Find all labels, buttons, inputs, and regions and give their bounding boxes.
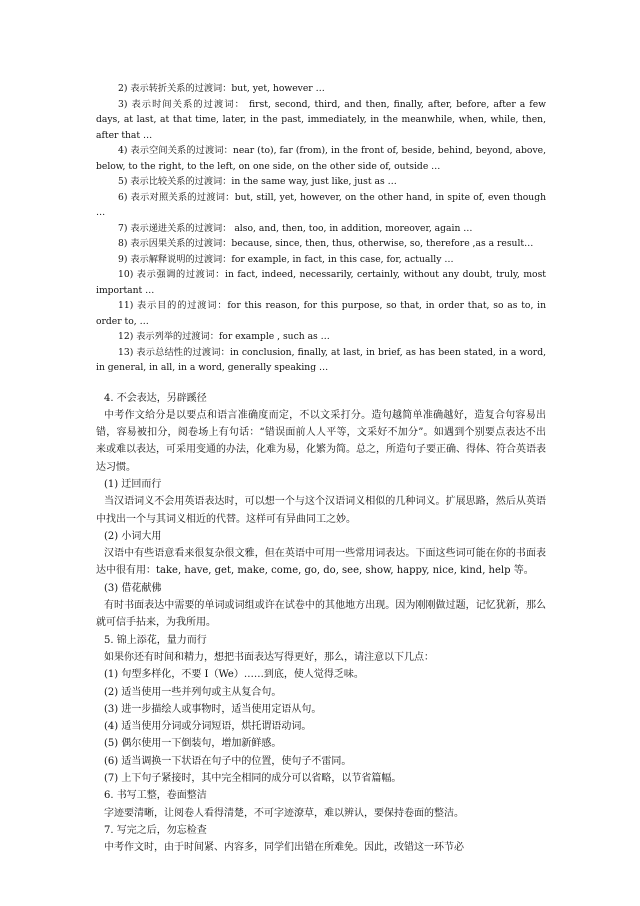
section-heading: 4. 不会表达，另辟蹊径 bbox=[104, 392, 207, 404]
list-item: 10) 表示强调的过渡词：in fact, indeed, necessarily, certainly, without any doubt, truly, most important … bbox=[96, 269, 546, 296]
paragraph: 当汉语词义不会用英语表达时，可以想一个与这个汉语词义相似的几种词义。扩展思路，然后从英语中找出一个与其词义相近的代替。这样可有异曲同工之妙。 bbox=[96, 496, 546, 525]
tip-item: (3) 进一步描绘人或事物时，适当使用定语从句。 bbox=[104, 703, 322, 715]
paragraph: 字迹要清晰，让阅卷人看得清楚，不可字迹潦草，难以辨认，要保持卷面的整洁。 bbox=[104, 807, 464, 819]
list-item: 6) 表示对照关系的过渡词：but, still, yet, however, on the other hand, in spite of, even though … bbox=[96, 191, 546, 218]
transition-word-list bbox=[96, 81, 546, 376]
paragraph: 如果你还有时间和精力，想把书面表达写得更好，那么，请注意以下几点： bbox=[104, 651, 434, 663]
paragraph: 中考作文给分是以要点和语言准确度而定，不以文采打分。造句越简单准确越好，造复合句容易出错，容易被扣分，阅卷场上有句话：“错误面前人人平等，文采好不加分”。如遇到个别要点表达不出来或难以表达，可采用变通的办法，化难为易，化繁为简。总之，所造句子要正确、得体、符合英语表达习惯。 bbox=[96, 409, 546, 473]
paragraph: 汉语中有些语意看来很复杂很文雅，但在英语中可用一些常用词表达。下面这些词可能在你的书面表达中很有用：take, have, get, make, come, go, do, see, show, happy, nice, kind, help 等。 bbox=[96, 548, 546, 577]
paragraph: 中考作文时，由于时间紧、内容多，同学们出错在所难免。因此，改错这一环节必 bbox=[104, 842, 464, 854]
list-item: 9) 表示解释说明的过渡词：for example, in fact, in this case, for, actually … bbox=[118, 253, 454, 265]
method-title: (2) 小词大用 bbox=[104, 530, 162, 542]
method-title: (3) 借花献佛 bbox=[104, 582, 162, 594]
writing-tips bbox=[96, 390, 546, 857]
tip-item: (7) 上下句子紧接时，其中完全相同的成分可以省略，以节省篇幅。 bbox=[104, 773, 402, 785]
list-item: 13) 表示总结性的过渡词：in conclusion, finally, at last, in brief, as has been stated, in a word, in general, in all, in a word, generally speaking … bbox=[96, 346, 546, 373]
list-item: 3) 表示时间关系的过渡词： first, second, third, and then, finally, after, before, after a few days, at last, at that time, later, in the past, immediately, in the meanwhile, when, while, then, after that … bbox=[96, 98, 546, 141]
document-page bbox=[96, 81, 546, 857]
tip-item: (4) 适当使用分词或分词短语，烘托谓语动词。 bbox=[104, 721, 312, 733]
tip-item: (1) 句型多样化，不要 I（We）……到底，使人觉得乏味。 bbox=[104, 669, 364, 681]
list-item: 5) 表示比较关系的过渡词：in the same way, just like, just as … bbox=[118, 176, 397, 187]
list-item: 7) 表示递进关系的过渡词： also, and, then, too, in addition, moreover, again … bbox=[118, 222, 473, 234]
list-item: 8) 表示因果关系的过渡词：because, since, then, thus, otherwise, so, therefore ,as a result… bbox=[118, 238, 534, 249]
tip-item: (5) 偶尔使用一下倒装句，增加新鲜感。 bbox=[104, 738, 282, 750]
list-item: 4) 表示空间关系的过渡词：near (to), far (from), in the front of, beside, behind, beyond, above, below, to the right, to the left, on one side, on the other side of, outside … bbox=[96, 145, 546, 172]
list-item: 2) 表示转折关系的过渡词：but, yet, however … bbox=[118, 83, 325, 94]
section-heading: 5. 锦上添花，量力而行 bbox=[104, 634, 207, 646]
tip-item: (6) 适当调换一下状语在句子中的位置，使句子不雷同。 bbox=[104, 755, 352, 767]
tip-item: (2) 适当使用一些并列句或主从复合句。 bbox=[104, 686, 282, 698]
paragraph: 有时书面表达中需要的单词或词组或许在试卷中的其他地方出现。因为刚刚做过题，记忆犹新，那么就可信手拈来，为我所用。 bbox=[96, 600, 546, 629]
list-item: 12) 表示列举的过渡词：for example , such as … bbox=[118, 331, 330, 342]
method-title: (1) 迂回而行 bbox=[104, 478, 162, 490]
section-heading: 7. 写完之后，勿忘检查 bbox=[104, 824, 207, 836]
section-heading: 6. 书写工整，卷面整洁 bbox=[104, 790, 207, 802]
list-item: 11) 表示目的的过渡词：for this reason, for this purpose, so that, in order that, so as to, in order to, … bbox=[96, 300, 546, 327]
